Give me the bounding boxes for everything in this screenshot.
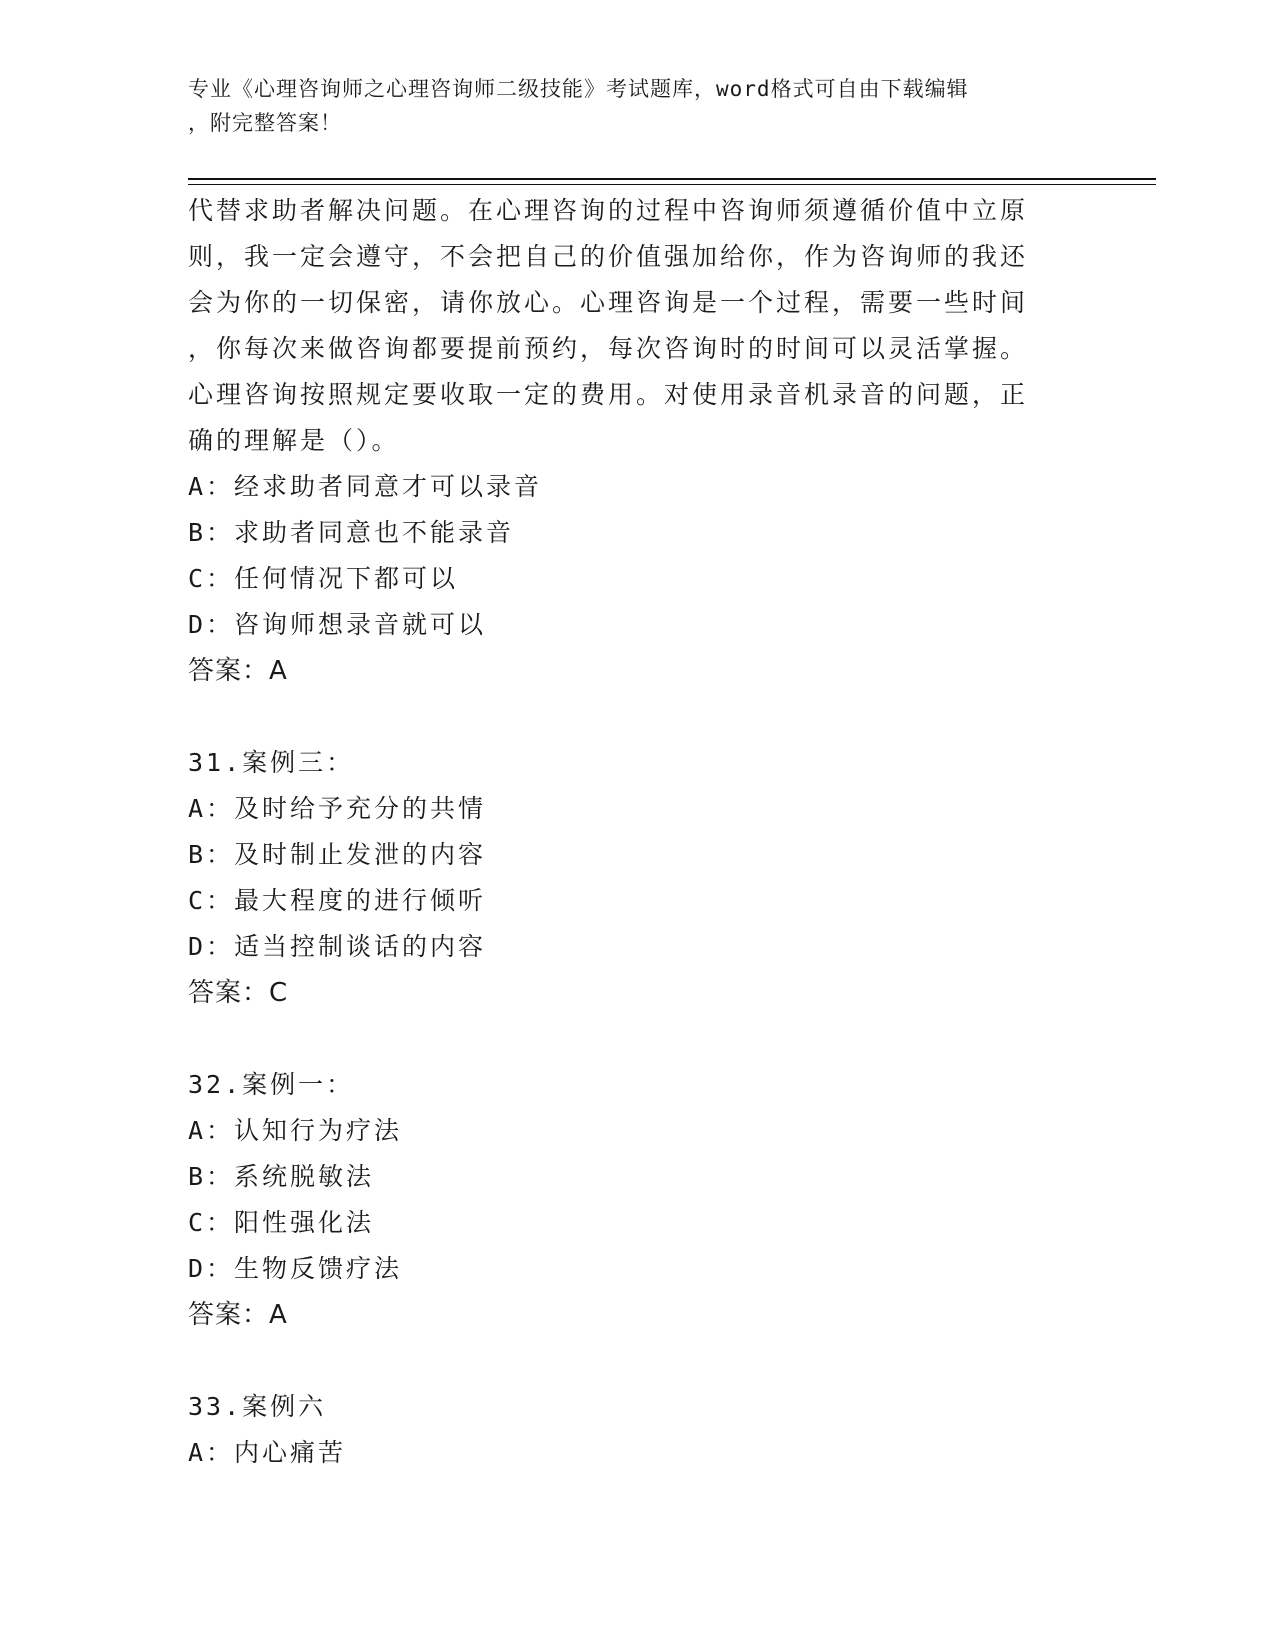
passage-line: 会为你的一切保密，请你放心。心理咨询是一个过程，需要一些时间 <box>188 288 1029 317</box>
question-30-passage <box>188 188 1068 464</box>
passage-line: 则，我一定会遵守，不会把自己的价值强加给你，作为咨询师的我还 <box>188 242 1029 271</box>
option-d: D：生物反馈疗法 <box>188 1254 403 1283</box>
passage-line: 代替求助者解决问题。在心理咨询的过程中咨询师须遵循价值中立原 <box>188 196 1029 225</box>
question-title: 32.案例一： <box>188 1070 355 1099</box>
spacer <box>188 694 1068 740</box>
document-body <box>188 188 1068 1476</box>
option-a: A：认知行为疗法 <box>188 1116 403 1145</box>
question-title: 31.案例三： <box>188 748 355 777</box>
question-30-options <box>188 464 1068 694</box>
header-line-1: 专业《心理咨询师之心理咨询师二级技能》考试题库，word格式可自由下载编辑 <box>188 77 969 101</box>
option-b: B：求助者同意也不能录音 <box>188 518 515 547</box>
option-b: B：系统脱敏法 <box>188 1162 375 1191</box>
option-c: C：阳性强化法 <box>188 1208 375 1237</box>
header-divider-thin <box>188 184 1156 185</box>
passage-line: 确的理解是（）。 <box>188 426 400 455</box>
option-d: D：适当控制谈话的内容 <box>188 932 487 961</box>
document-header <box>188 72 1068 140</box>
passage-line: 心理咨询按照规定要收取一定的费用。对使用录音机录音的问题，正 <box>188 380 1029 409</box>
option-d: D：咨询师想录音就可以 <box>188 610 487 639</box>
header-line-2: ，附完整答案！ <box>188 111 342 135</box>
question-32 <box>188 1062 1068 1338</box>
answer-line: 答案：A <box>188 656 288 686</box>
question-31 <box>188 740 1068 1016</box>
option-c: C：最大程度的进行倾听 <box>188 886 487 915</box>
option-a: A：及时给予充分的共情 <box>188 794 487 823</box>
option-a: A：经求助者同意才可以录音 <box>188 472 543 501</box>
answer-line: 答案：C <box>188 978 289 1008</box>
passage-line: ，你每次来做咨询都要提前预约，每次咨询时的时间可以灵活掌握。 <box>188 334 1029 363</box>
spacer <box>188 1338 1068 1384</box>
question-33 <box>188 1384 1068 1476</box>
answer-line: 答案：A <box>188 1300 288 1330</box>
option-b: B：及时制止发泄的内容 <box>188 840 487 869</box>
question-title: 33.案例六 <box>188 1392 327 1421</box>
spacer <box>188 1016 1068 1062</box>
header-divider-thick <box>188 178 1156 180</box>
option-a: A：内心痛苦 <box>188 1438 347 1467</box>
option-c: C：任何情况下都可以 <box>188 564 459 593</box>
